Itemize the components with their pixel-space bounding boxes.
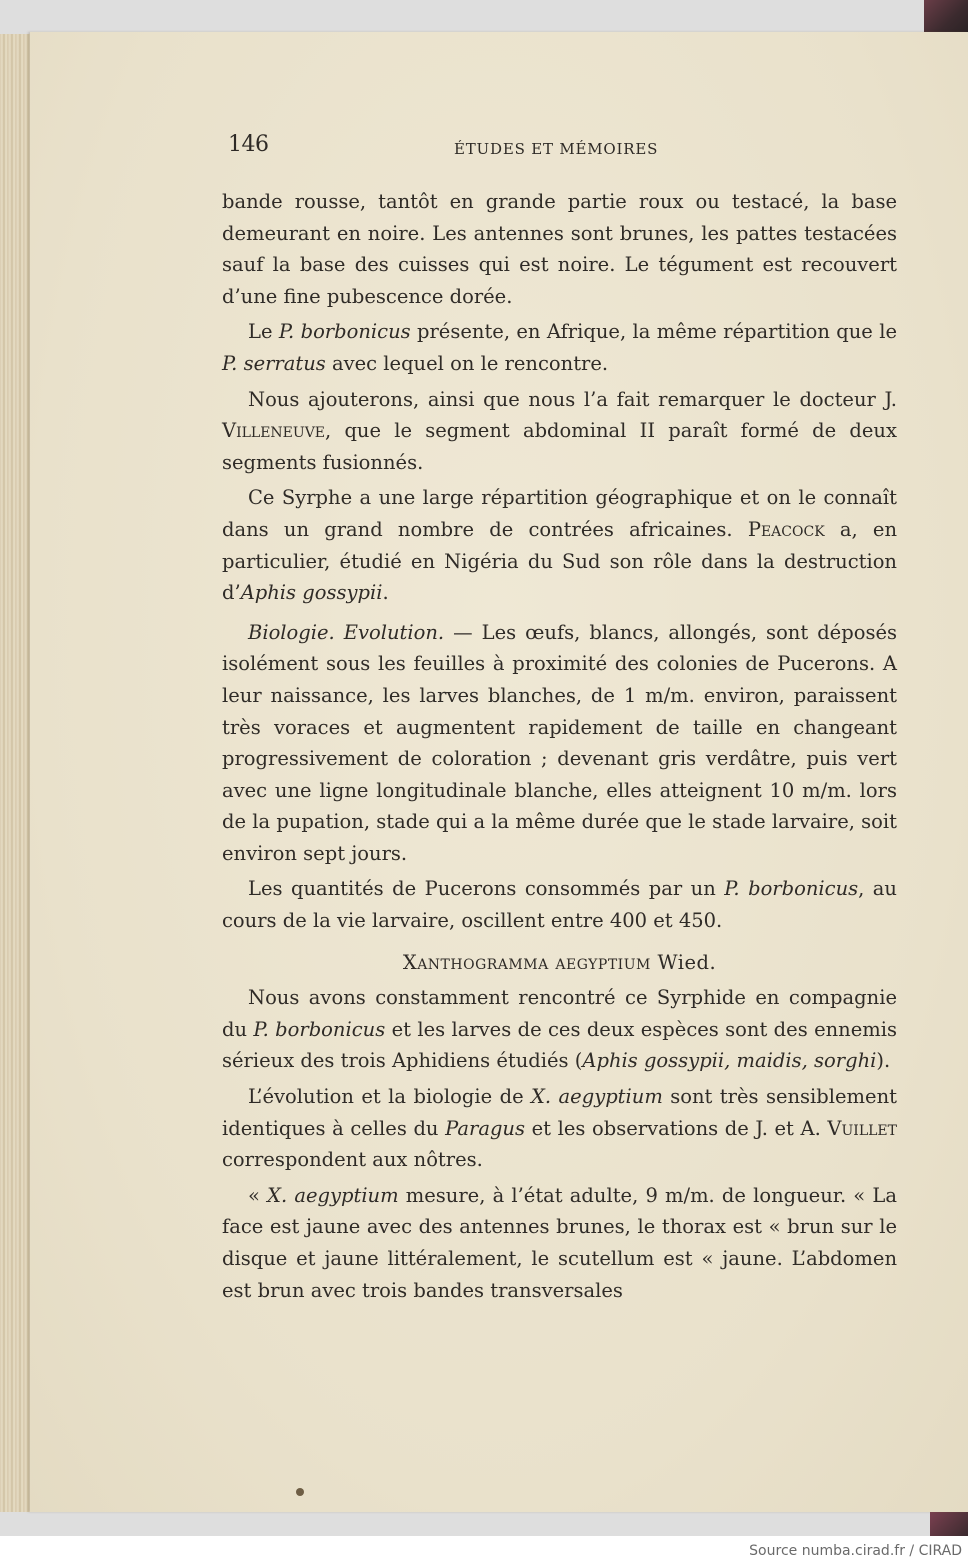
text-run: , au cours de la vie larvaire, oscillent entre 400 et 450.: [222, 877, 897, 933]
text-run: .: [382, 581, 389, 605]
paragraph: [222, 982, 897, 1077]
text-run: Le: [248, 320, 279, 344]
paper-stain: [296, 1488, 304, 1496]
text-run: avec lequel on le rencontre.: [325, 351, 609, 375]
species-name: P. borbonicus: [278, 320, 411, 344]
species-name: X. aegyptium: [267, 1183, 399, 1207]
section-label: Biologie. Evolution.: [248, 620, 445, 644]
running-title: ÉTUDES ET MÉMOIRES: [454, 140, 659, 158]
text-run: sont très sensiblement identiques à celles du: [222, 1085, 897, 1140]
paragraph-text: bande rousse, tantôt en grande partie roux ou testacé, la base demeurant en noire. Les antennes sont brunes, les pattes testacées sauf la base des cuisses qui est noire. Le tégument est recouvert d’une fine pubescence dorée.: [222, 190, 897, 308]
heading-author: Wied.: [650, 950, 717, 974]
heading-species: Xanthogramma aegyptium: [402, 950, 651, 974]
text-run: et les observations de J. et A.: [525, 1116, 828, 1140]
text-run: , que le segment abdominal II paraît formé de deux segments fusionnés.: [222, 419, 897, 474]
genus-name: Paragus: [445, 1116, 525, 1140]
scan-corner-bottom: [930, 1512, 968, 1536]
author-name: Peacock: [747, 517, 825, 541]
text-run: «: [248, 1183, 268, 1207]
source-credit: Source numba.cirad.fr / CIRAD: [749, 1543, 962, 1559]
text-run: Nous ajouterons, ainsi que nous l’a fait remarquer le docteur J.: [248, 387, 897, 411]
text-run: Les quantités de Pucerons consommés par un: [248, 877, 725, 901]
paragraph: [222, 186, 897, 312]
text-run: mesure, à l’état adulte, 9 m/m. de longueur. « La face est jaune avec des antennes brunes, le thorax est « brun sur le disque et jaune littéralement, le scutellum est « jaune. L’abdomen est brun avec trois bandes transversales: [222, 1183, 897, 1302]
text-run: et les larves de ces deux espèces sont des ennemis sérieux des trois Aphidiens étudiés (: [222, 1017, 898, 1073]
species-name: X. aegyptium: [531, 1085, 663, 1109]
paragraph: [222, 384, 897, 479]
text-run: correspondent aux nôtres.: [222, 1148, 483, 1172]
text-run: présente, en Afrique, la même répartition que le: [410, 320, 897, 344]
section-heading: [222, 947, 897, 979]
paragraph: [222, 617, 897, 870]
running-head: [228, 132, 898, 162]
text-run: — Les œufs, blancs, allongés, sont déposés isolément sous les feuilles à proximité des colonies de Pucerons. A leur naissance, les larves blanches, de 1 m/m. environ, paraissent très voraces et augmentent rapidement de taille en changeant progressivement de coloration ; devenant gris verdâtre, puis vert avec une ligne longitudinale blanche, elles atteignent 10 m/m. lors de la pupation, stade qui a la même durée que le stade larvaire, soit environ sept jours.: [222, 620, 898, 865]
text-run: ).: [876, 1049, 891, 1073]
author-name: Villeneuve: [222, 419, 326, 443]
species-name: P. borbonicus: [724, 877, 859, 901]
species-name: Aphis gossypii: [240, 581, 383, 605]
text-run: Nous avons constamment rencontré ce Syrphide en compagnie du: [222, 986, 897, 1041]
quoted-paragraph: [222, 1180, 897, 1306]
text-run: L’évolution et la biologie de: [248, 1085, 532, 1109]
author-name: Vuillet: [827, 1116, 897, 1140]
text-run: a, en particulier, étudié en Nigéria du Sud son rôle dans la destruction d’: [222, 517, 897, 605]
species-name: P. borbonicus: [253, 1017, 386, 1041]
text-run: Ce Syrphe a une large répartition géographique et on le connaît dans un grand nombre de contrées africaines.: [222, 486, 897, 541]
body-text: [222, 186, 897, 1306]
paragraph: [222, 316, 897, 379]
paragraph: [222, 873, 897, 936]
page-number: 146: [228, 132, 269, 157]
species-name: Aphis gossypii, maidis, sorghi: [582, 1049, 877, 1073]
paragraph: [222, 1081, 897, 1176]
species-name: P. serratus: [222, 351, 326, 375]
scan-corner-top: [924, 0, 968, 34]
paragraph: [222, 482, 897, 608]
